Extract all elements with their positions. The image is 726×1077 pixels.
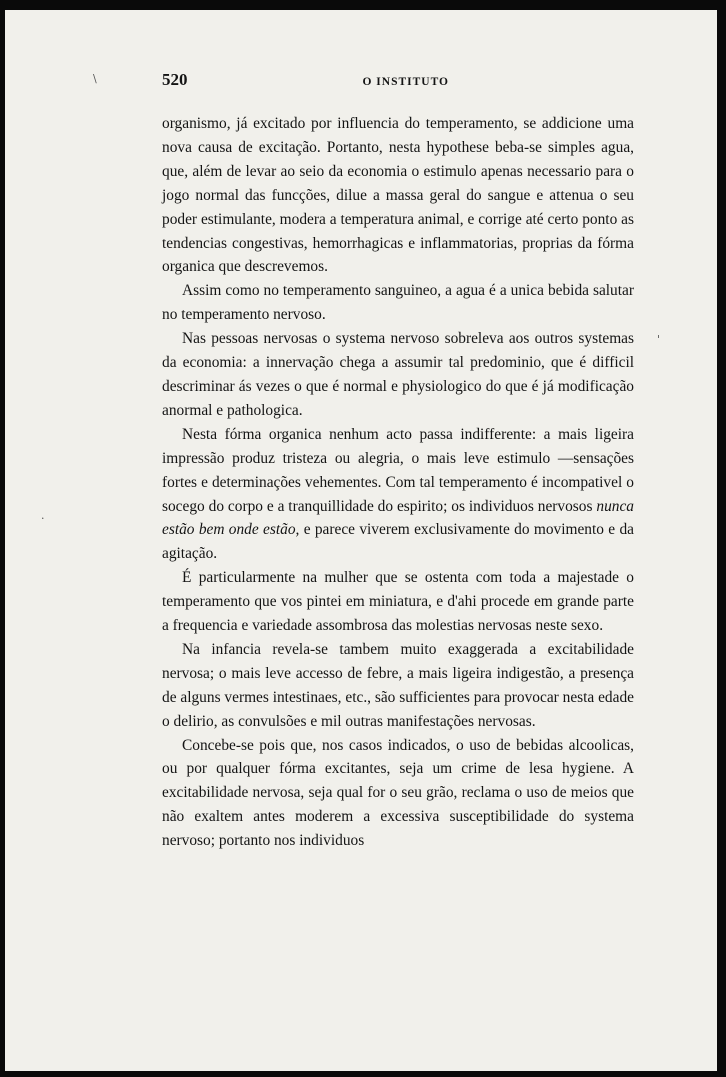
paragraph-7: Concebe-se pois que, nos casos indicados, o uso de bebidas alcoolicas, ou por qualquer fórma excitantes, seja um crime de lesa hygiene. A excitabilidade nervosa, seja qual for o seu grão, reclama o uso de meios que não exaltem antes moderem a excessiva susceptibilidade do systema nervoso; portanto nos individuos	[162, 736, 634, 850]
scan-speck: \	[93, 72, 97, 85]
scan-speck: ·	[41, 512, 45, 525]
paragraph-4	[162, 423, 634, 566]
paragraph-4-italic: nunca estão bem onde estão,	[162, 497, 634, 539]
paragraph-4-text-end: e parece viverem exclusivamente do movimento e da agitação.	[162, 521, 634, 563]
paragraph-4-text: Nesta fórma organica nenhum acto passa indifferente: a mais ligeira impressão produz tristeza ou alegria, o mais leve estimulo —sensações fortes e determinações vehementes. Com tal temperamento é incompativel o socego do corpo e a tranquillidade do espirito; os individuos nervosos	[162, 425, 634, 515]
paragraph-6: Na infancia revela-se tambem muito exaggerada a excitabilidade nervosa; o mais leve accesso de febre, a mais ligeira indigestão, a presença de alguns vermes intestinaes, etc., são sufficientes para provocar nesta edade o delirio, as convulsões e mil outras manifestações nervosas.	[162, 640, 634, 730]
page-header	[162, 70, 634, 100]
paragraph-1: organismo, já excitado por influencia do temperamento, se addicione uma nova causa de excitação. Portanto, nesta hypothese beba-se simples agua, que, além de levar ao seio da economia o estimulo apenas necessario para o jogo normal das funcções, dilue a massa geral do sangue e attenua o seu poder estimulante, modera a temperatura animal, e corrige até certo ponto as tendencias congestivas, hemorrhagicas e inflammatorias, proprias da fórma organica que descrevemos.	[162, 115, 634, 276]
running-title: O INSTITUTO	[362, 76, 449, 88]
page-content	[162, 70, 634, 853]
paragraph-3: Nas pessoas nervosas o systema nervoso sobreleva aos outros systemas da economia: a innervação chega a assumir tal predominio, que é difficil descriminar ás vezes o que é normal e physiologico do que é já modificação anormal e pathologica.	[162, 330, 634, 419]
paragraph-2: Assim como no temperamento sanguineo, a agua é a unica bebida salutar no temperamento nervoso.	[162, 282, 634, 324]
page-number: 520	[162, 70, 188, 89]
scan-speck: '	[657, 333, 661, 346]
paragraph-5: É particularmente na mulher que se ostenta com toda a majestade o temperamento que vos pintei em miniatura, e d'ahi procede em grande parte a frequencia e variedade assombrosa das molestias nervosas neste sexo.	[162, 569, 634, 635]
